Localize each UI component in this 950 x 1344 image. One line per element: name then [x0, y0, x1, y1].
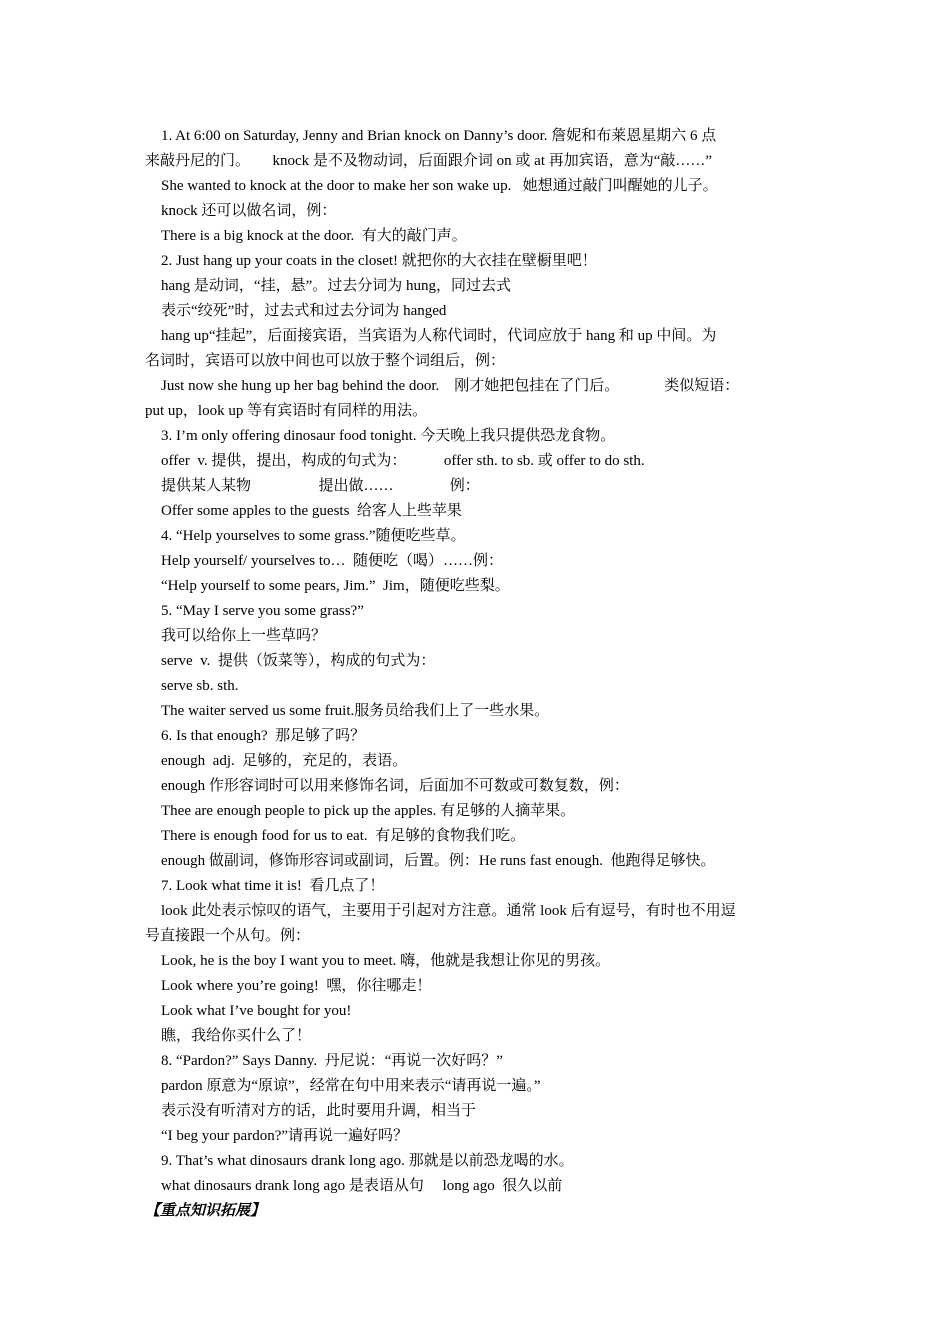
text-line: 7. Look what time it is! 看几点了！: [161, 878, 385, 894]
text-line: The waiter served us some fruit.服务员给我们上了一些水果。: [161, 703, 550, 719]
text-line: hang 是动词，“挂，悬”。过去分词为 hung，同过去式: [161, 278, 511, 294]
text-line: look 此处表示惊叹的语气，主要用于引起对方注意。通常 look 后有逗号，有时也不用逗: [161, 903, 736, 919]
text-line: 表示“绞死”时，过去式和过去分词为 hanged: [161, 303, 447, 319]
text-line: “I beg your pardon?”请再说一遍好吗？: [161, 1128, 409, 1144]
text-line: 9. That’s what dinosaurs drank long ago. 那就是以前恐龙喝的水。: [161, 1153, 574, 1169]
text-lines: [145, 124, 817, 1199]
text-line: 瞧，我给你买什么了！: [161, 1028, 312, 1044]
text-line: 我可以给你上一些草吗？: [161, 628, 327, 644]
text-line: enough adj. 足够的，充足的，表语。: [161, 753, 408, 769]
text-line: 4. “Help yourselves to some grass.”随便吃些草。: [161, 528, 466, 544]
text-line: 号直接跟一个从句。例：: [145, 928, 311, 944]
text-line: 提供某人某物 提出做…… 例：: [161, 478, 480, 494]
text-line: Thee are enough people to pick up the apples. 有足够的人摘苹果。: [161, 803, 576, 819]
text-line: Look where you’re going! 嘿，你往哪走！: [161, 978, 432, 994]
text-line: “Help yourself to some pears, Jim.” Jim，随便吃些梨。: [161, 578, 510, 594]
text-line: serve sb. sth.: [161, 678, 239, 694]
text-line: Just now she hung up her bag behind the door. 刚才她把包挂在了门后。 类似短语：: [161, 378, 740, 394]
text-line: There is a big knock at the door. 有大的敲门声。: [161, 228, 467, 244]
text-line: 名词时，宾语可以放中间也可以放于整个词组后，例：: [145, 353, 506, 369]
text-line: 1. At 6:00 on Saturday, Jenny and Brian knock on Danny’s door. 詹妮和布莱恩星期六 6 点: [161, 128, 717, 144]
text-line: 来敲丹尼的门。 knock 是不及物动词，后面跟介词 on 或 at 再加宾语，意为“敲……”: [145, 153, 713, 169]
text-line: 8. “Pardon?” Says Danny. 丹尼说：“再说一次好吗？”: [161, 1053, 503, 1069]
document-body: [145, 124, 817, 1224]
text-line: 2. Just hang up your coats in the closet! 就把你的大衣挂在壁橱里吧！: [161, 253, 597, 269]
text-line: Help yourself/ yourselves to… 随便吃（喝）……例：: [161, 553, 504, 569]
text-line: Offer some apples to the guests 给客人上些苹果: [161, 503, 462, 519]
text-line: There is enough food for us to eat. 有足够的食物我们吃。: [161, 828, 526, 844]
text-line: knock 还可以做名词，例：: [161, 203, 337, 219]
text-line: pardon 原意为“原谅”，经常在句中用来表示“请再说一遍。”: [161, 1078, 541, 1094]
text-line: enough 作形容词时可以用来修饰名词，后面加不可数或可数复数，例：: [161, 778, 629, 794]
text-line: enough 做副词，修饰形容词或副词，后置。例：He runs fast enough. 他跑得足够快。: [161, 853, 716, 869]
text-line: She wanted to knock at the door to make her son wake up. 她想通过敲门叫醒她的儿子。: [161, 178, 718, 194]
text-line: 6. Is that enough? 那足够了吗？: [161, 728, 366, 744]
text-line: hang up“挂起”，后面接宾语，当宾语为人称代词时，代词应放于 hang 和 up 中间。为: [161, 328, 717, 344]
text-line: put up，look up 等有宾语时有同样的用法。: [145, 403, 428, 419]
section-heading: 【重点知识拓展】: [145, 1203, 266, 1219]
text-line: Look what I’ve bought for you!: [161, 1003, 352, 1019]
text-line: serve v. 提供（饭菜等），构成的句式为：: [161, 653, 436, 669]
text-line: offer v. 提供，提出，构成的句式为： offer sth. to sb. 或 offer to do sth.: [161, 453, 645, 469]
text-line: what dinosaurs drank long ago 是表语从句 long ago 很久以前: [161, 1178, 563, 1194]
text-line: 表示没有听清对方的话，此时要用升调，相当于: [161, 1103, 477, 1119]
text-line: 5. “May I serve you some grass?”: [161, 603, 364, 619]
text-line: 3. I’m only offering dinosaur food tonight. 今天晚上我只提供恐龙食物。: [161, 428, 616, 444]
text-line: Look, he is the boy I want you to meet. 嗨，他就是我想让你见的男孩。: [161, 953, 611, 969]
